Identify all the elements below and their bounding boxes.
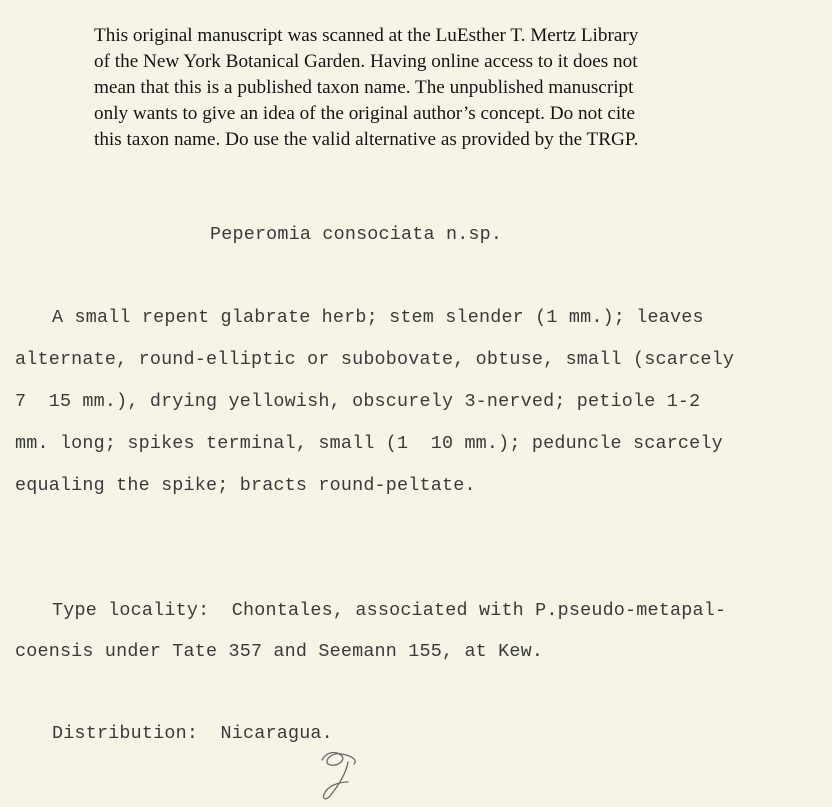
handwritten-mark-icon xyxy=(312,742,364,804)
type-locality-line: coensis under Tate 357 and Seemann 155, at Kew. xyxy=(15,641,544,662)
distribution-line: Distribution: Nicaragua. xyxy=(52,723,333,744)
species-title: Peperomia consociata n.sp. xyxy=(210,224,503,245)
notice-line: mean that this is a published taxon name. The unpublished manuscript xyxy=(94,77,634,98)
description-line: alternate, round-elliptic or subobovate, obtuse, small (scarcely xyxy=(15,349,735,370)
type-locality-line: Type locality: Chontales, associated with P.pseudo-metapal- xyxy=(52,600,727,621)
notice-line: only wants to give an idea of the original author’s concept. Do not cite xyxy=(94,103,636,124)
notice-line: of the New York Botanical Garden. Having online access to it does not xyxy=(94,51,638,72)
description-line: 7 15 mm.), drying yellowish, obscurely 3-nerved; petiole 1-2 xyxy=(15,391,701,412)
description-line: mm. long; spikes terminal, small (1 10 mm.); peduncle scarcely xyxy=(15,433,723,454)
notice-line: this taxon name. Do use the valid alternative as provided by the TRGP. xyxy=(94,129,639,150)
description-line: A small repent glabrate herb; stem slender (1 mm.); leaves xyxy=(52,307,704,328)
description-line: equaling the spike; bracts round-peltate. xyxy=(15,475,476,496)
library-notice xyxy=(94,23,754,153)
notice-line: This original manuscript was scanned at the LuEsther T. Mertz Library xyxy=(94,25,639,46)
